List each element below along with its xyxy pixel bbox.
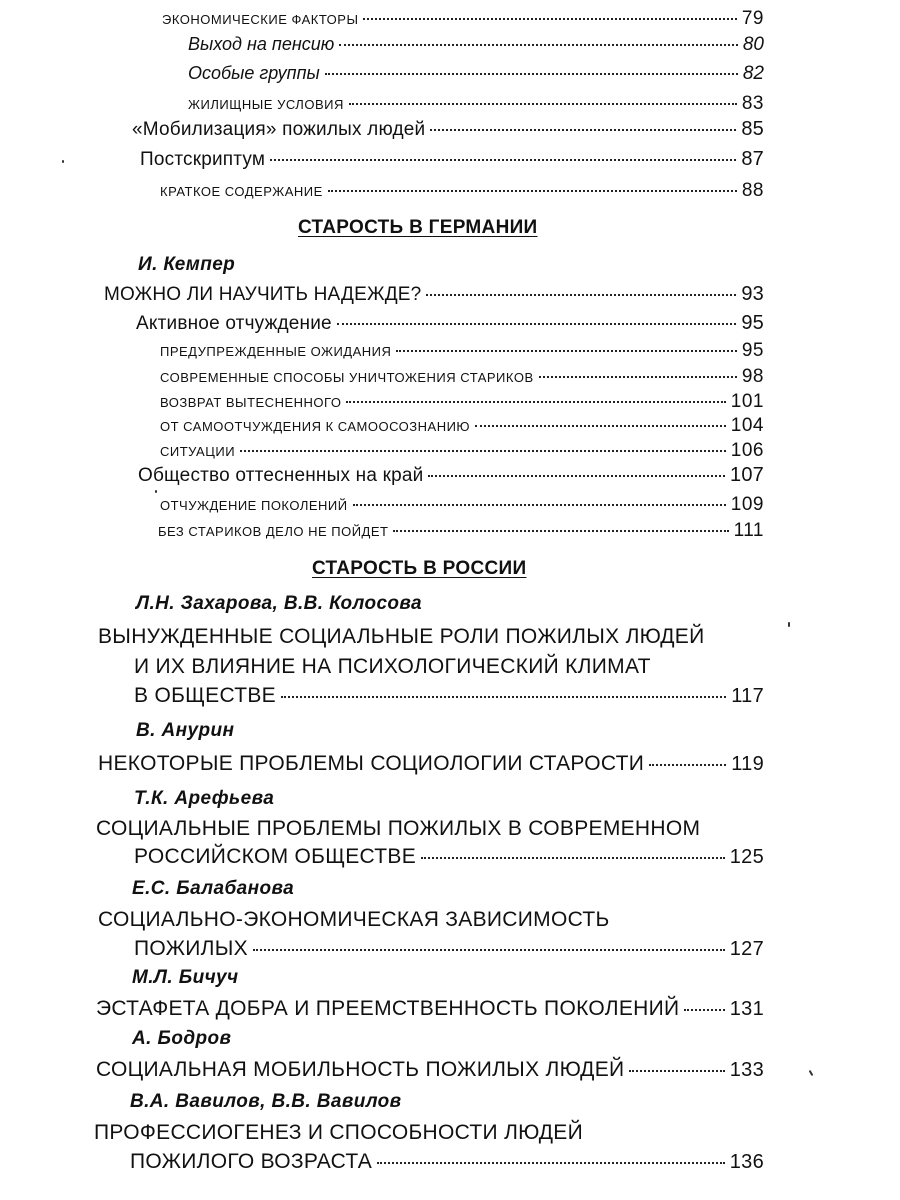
toc-entry-page: 88 <box>741 180 764 201</box>
leader-dots <box>426 294 736 296</box>
toc-entry-title: НЕКОТОРЫЕ ПРОБЛЕМЫ СОЦИОЛОГИИ СТАРОСТИ <box>98 752 645 775</box>
toc-entry-page: 133 <box>729 1059 764 1081</box>
toc-entry[interactable] <box>162 8 764 30</box>
author-name: М.Л. Бичуч <box>132 967 239 988</box>
leader-dots <box>281 696 726 698</box>
toc-entry[interactable] <box>160 366 764 388</box>
toc-entry-title: В ОБЩЕСТВЕ <box>134 684 276 707</box>
toc-entry-title-line[interactable]: И ИХ ВЛИЯНИЕ НА ПСИХОЛОГИЧЕСКИЙ КЛИМАТ <box>134 655 651 678</box>
toc-entry-page: 106 <box>730 440 764 461</box>
toc-entry-title: БЕЗ СТАРИКОВ ДЕЛО НЕ ПОЙДЕТ <box>158 524 389 539</box>
leader-dots <box>240 450 726 452</box>
toc-entry-title: Постскриптум <box>140 149 266 170</box>
leader-dots <box>270 159 736 161</box>
toc-entry-page: 117 <box>731 685 764 707</box>
toc-entry[interactable] <box>98 752 764 776</box>
toc-entry[interactable] <box>134 684 764 708</box>
toc-entry[interactable] <box>138 464 764 487</box>
toc-entry-page: 83 <box>741 93 764 114</box>
toc-entry-page: 111 <box>733 520 764 541</box>
toc-entry-page: 127 <box>729 938 764 960</box>
toc-entry-title: СИТУАЦИИ <box>160 444 236 459</box>
toc-entry-title: ПОЖИЛОГО ВОЗРАСТА <box>130 1150 373 1173</box>
leader-dots <box>377 1162 725 1164</box>
leader-dots <box>346 401 725 403</box>
author-name: В. Анурин <box>136 720 235 741</box>
toc-entry-page: 87 <box>741 148 764 170</box>
leader-dots <box>475 425 726 427</box>
toc-entry[interactable] <box>188 34 764 56</box>
toc-entry-title: ОТЧУЖДЕНИЕ ПОКОЛЕНИЙ <box>160 498 348 513</box>
leader-dots <box>339 44 738 46</box>
leader-dots <box>539 376 737 378</box>
toc-entry[interactable] <box>140 148 764 171</box>
toc-entry-page: 104 <box>730 415 764 436</box>
leader-dots <box>421 857 725 859</box>
leader-dots <box>325 73 738 75</box>
toc-entry[interactable] <box>104 283 764 306</box>
toc-entry-page: 107 <box>730 464 764 486</box>
toc-entry[interactable] <box>96 997 764 1021</box>
toc-entry-page: 95 <box>741 312 764 334</box>
toc-entry-page: 93 <box>741 283 764 305</box>
toc-entry-title-line[interactable]: СОЦИАЛЬНО-ЭКОНОМИЧЕСКАЯ ЗАВИСИМОСТЬ <box>98 908 610 931</box>
toc-entry-page: 125 <box>729 846 764 868</box>
toc-entry[interactable] <box>160 340 764 362</box>
toc-entry-title: Общество оттесненных на край <box>138 465 424 486</box>
toc-entry[interactable] <box>160 494 764 516</box>
leader-dots <box>396 350 736 352</box>
toc-entry-title: Выход на пенсию <box>188 34 335 54</box>
leader-dots <box>353 504 726 506</box>
author-name: Т.К. Арефьева <box>134 788 275 809</box>
author-name: И. Кемпер <box>138 254 236 275</box>
toc-entry[interactable] <box>188 63 764 85</box>
toc-entry-title: ЭКОНОМИЧЕСКИЕ ФАКТОРЫ <box>162 12 359 27</box>
leader-dots <box>430 129 736 131</box>
toc-entry-title: Особые группы <box>188 63 320 83</box>
leader-dots <box>649 764 726 766</box>
toc-entry-title: ПРЕДУПРЕЖДЕННЫЕ ОЖИДАНИЯ <box>160 344 392 359</box>
author-name: Л.Н. Захарова, В.В. Колосова <box>136 593 423 614</box>
leader-dots <box>393 530 728 532</box>
toc-entry-title: РОССИЙСКОМ ОБЩЕСТВЕ <box>134 845 417 868</box>
leader-dots <box>363 18 736 20</box>
leader-dots <box>337 323 737 325</box>
toc-entry[interactable] <box>134 937 764 961</box>
toc-entry-title: ВОЗВРАТ ВЫТЕСНЕННОГО <box>160 395 342 410</box>
toc-entry[interactable] <box>158 520 764 542</box>
print-speck <box>155 490 157 493</box>
toc-entry[interactable] <box>132 118 764 141</box>
toc-entry-title-line[interactable]: СОЦИАЛЬНЫЕ ПРОБЛЕМЫ ПОЖИЛЫХ В СОВРЕМЕННОМ <box>96 817 701 840</box>
toc-entry[interactable] <box>130 1150 764 1174</box>
toc-entry-title: ЖИЛИЩНЫЕ УСЛОВИЯ <box>188 97 344 112</box>
section-heading-germany: СТАРОСТЬ В ГЕРМАНИИ <box>298 217 538 238</box>
toc-entry-title: СОВРЕМЕННЫЕ СПОСОБЫ УНИЧТОЖЕНИЯ СТАРИКОВ <box>160 370 534 385</box>
toc-entry[interactable] <box>160 180 764 202</box>
print-speck <box>788 622 790 627</box>
toc-entry-title: ПОЖИЛЫХ <box>134 937 248 960</box>
toc-entry[interactable] <box>136 312 764 335</box>
toc-entry-title: Активное отчуждение <box>136 313 332 334</box>
leader-dots <box>684 1009 724 1011</box>
toc-entry[interactable] <box>188 93 764 115</box>
leader-dots <box>328 190 737 192</box>
toc-entry-page: 98 <box>741 366 764 387</box>
print-speck <box>62 160 64 163</box>
section-heading-russia: СТАРОСТЬ В РОССИИ <box>312 558 527 579</box>
leader-dots <box>253 949 725 951</box>
toc-entry-page: 101 <box>730 391 764 412</box>
toc-entry[interactable] <box>96 1058 764 1082</box>
toc-entry-title: КРАТКОЕ СОДЕРЖАНИЕ <box>160 184 323 199</box>
toc-entry[interactable] <box>160 391 764 413</box>
toc-entry-page: 136 <box>729 1151 764 1173</box>
toc-entry-title: СОЦИАЛЬНАЯ МОБИЛЬНОСТЬ ПОЖИЛЫХ ЛЮДЕЙ <box>96 1058 625 1081</box>
toc-entry-page: 80 <box>742 34 764 55</box>
toc-entry[interactable] <box>134 845 764 869</box>
toc-entry-page: 85 <box>741 118 764 140</box>
toc-entry-title: ЭСТАФЕТА ДОБРА И ПРЕЕМСТВЕННОСТЬ ПОКОЛЕНИЙ <box>96 997 680 1020</box>
toc-entry-page: 79 <box>741 8 764 29</box>
toc-entry-page: 82 <box>742 63 764 84</box>
leader-dots <box>629 1070 724 1072</box>
toc-entry-title-line[interactable]: ПРОФЕССИОГЕНЕЗ И СПОСОБНОСТИ ЛЮДЕЙ <box>94 1121 583 1144</box>
toc-entry-title-line[interactable]: ВЫНУЖДЕННЫЕ СОЦИАЛЬНЫЕ РОЛИ ПОЖИЛЫХ ЛЮДЕЙ <box>98 625 705 648</box>
toc-entry-title: «Мобилизация» пожилых людей <box>132 119 426 140</box>
author-name: А. Бодров <box>132 1028 232 1049</box>
leader-dots <box>349 103 737 105</box>
author-name: Е.С. Балабанова <box>132 878 295 899</box>
toc-entry-title: МОЖНО ЛИ НАУЧИТЬ НАДЕЖДЕ? <box>104 284 422 305</box>
toc-entry-page: 119 <box>731 753 764 775</box>
author-name: В.А. Вавилов, В.В. Вавилов <box>130 1091 402 1112</box>
toc-entry-page: 109 <box>730 494 764 515</box>
toc-entry-page: 131 <box>729 998 764 1020</box>
toc-entry[interactable] <box>160 415 764 437</box>
toc-entry[interactable] <box>160 440 764 462</box>
leader-dots <box>428 475 725 477</box>
toc-entry-page: 95 <box>741 340 764 361</box>
print-speck <box>809 1070 814 1076</box>
toc-entry-title: ОТ САМООТЧУЖДЕНИЯ К САМООСОЗНАНИЮ <box>160 419 471 434</box>
